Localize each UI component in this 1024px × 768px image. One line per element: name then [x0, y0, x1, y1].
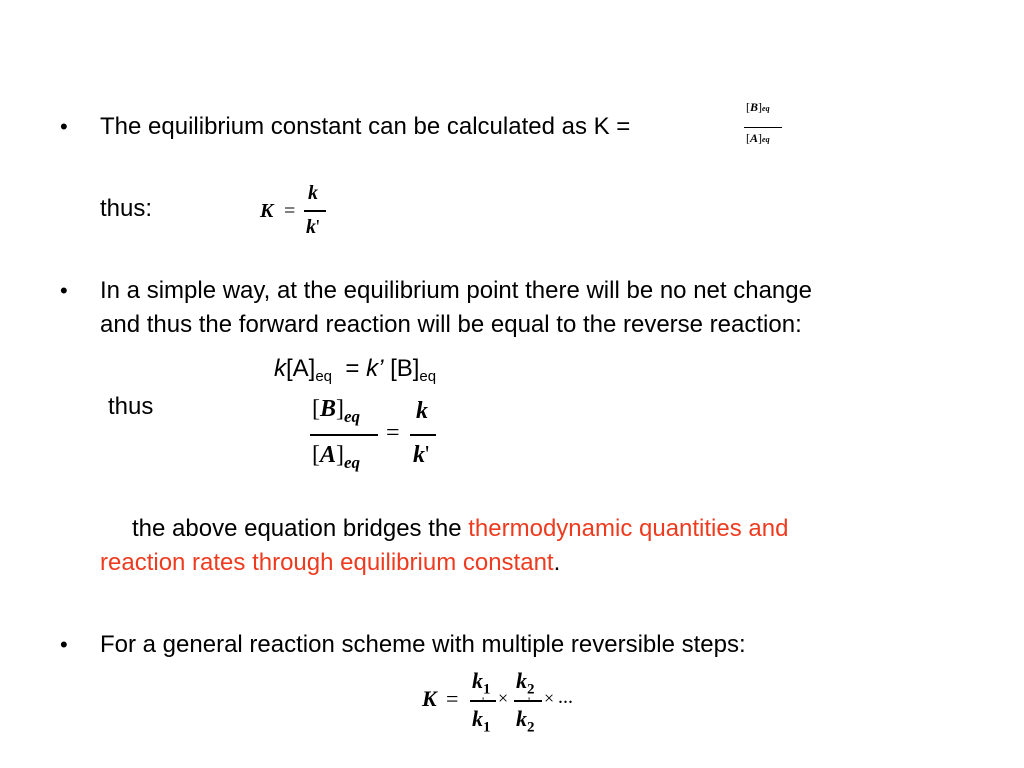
k2-denominator: $k_2$	[516, 706, 535, 736]
equilibrium-fraction-small	[744, 100, 784, 154]
times-sign: ×	[498, 688, 509, 708]
equals-sign: =	[446, 686, 459, 711]
kprime-denominator: k'	[413, 442, 430, 468]
ellipsis: ...	[558, 686, 573, 708]
ratio-denominator: $[A]_{eq}$	[312, 442, 361, 472]
k1-denominator: $k_1$	[472, 706, 491, 736]
times-sign: ×	[544, 688, 555, 708]
multistep-k-equation	[420, 668, 600, 748]
bullet-2-line-1: In a simple way, at the equilibrium point there will be no net change	[100, 277, 812, 304]
bullet-3-text: For a general reaction scheme with multiple reversible steps:	[100, 631, 746, 658]
fraction-bar	[744, 127, 782, 128]
ratio-numerator: $[B]_{eq}$	[312, 396, 361, 426]
concentration-ratio-equation	[310, 394, 450, 486]
fraction-bar	[304, 210, 326, 212]
bullet-1-marker: •	[60, 114, 68, 139]
bullet-2-line-2: and thus the forward reaction will be equal to the reverse reaction:	[100, 311, 802, 338]
kprime-denominator: k'	[306, 216, 320, 238]
note-line-2: reaction rates through equilibrium constant.	[100, 549, 561, 576]
k2-numerator: $k_2$	[516, 668, 535, 698]
prime-mark: '	[482, 694, 485, 708]
k-equals-k-over-kprime	[258, 180, 338, 242]
k-numerator: k	[416, 398, 428, 424]
k1-numerator: $k_1$	[472, 668, 491, 698]
fraction-bar	[410, 434, 436, 436]
k-numerator: k	[308, 182, 318, 204]
prime-mark: '	[528, 694, 531, 708]
equals-sign: =	[386, 420, 400, 446]
equals-sign: =	[284, 200, 296, 222]
thus-label-1: thus:	[100, 195, 153, 222]
k-lhs: K	[422, 686, 437, 711]
bullet-2-marker: •	[60, 278, 68, 303]
highlight-text-1: thermodynamic quantities and	[468, 515, 789, 542]
fraction-denominator: [A]eq	[746, 131, 770, 145]
k-lhs: K	[260, 200, 274, 222]
fraction-bar	[310, 434, 378, 436]
thus-label-2: thus	[108, 393, 154, 420]
fraction-numerator: [B]eq	[746, 100, 770, 114]
highlight-text-2: reaction rates through equilibrium constant	[100, 549, 554, 576]
bullet-3-marker: •	[60, 632, 68, 657]
bullet-1-text: The equilibrium constant can be calculated as K =	[100, 113, 631, 140]
note-line-1: the above equation bridges the thermodynamic quantities and	[132, 515, 789, 542]
rate-equality-equation: $k[A]_{eq} = k$’ $[B]_{eq}$	[274, 355, 437, 385]
